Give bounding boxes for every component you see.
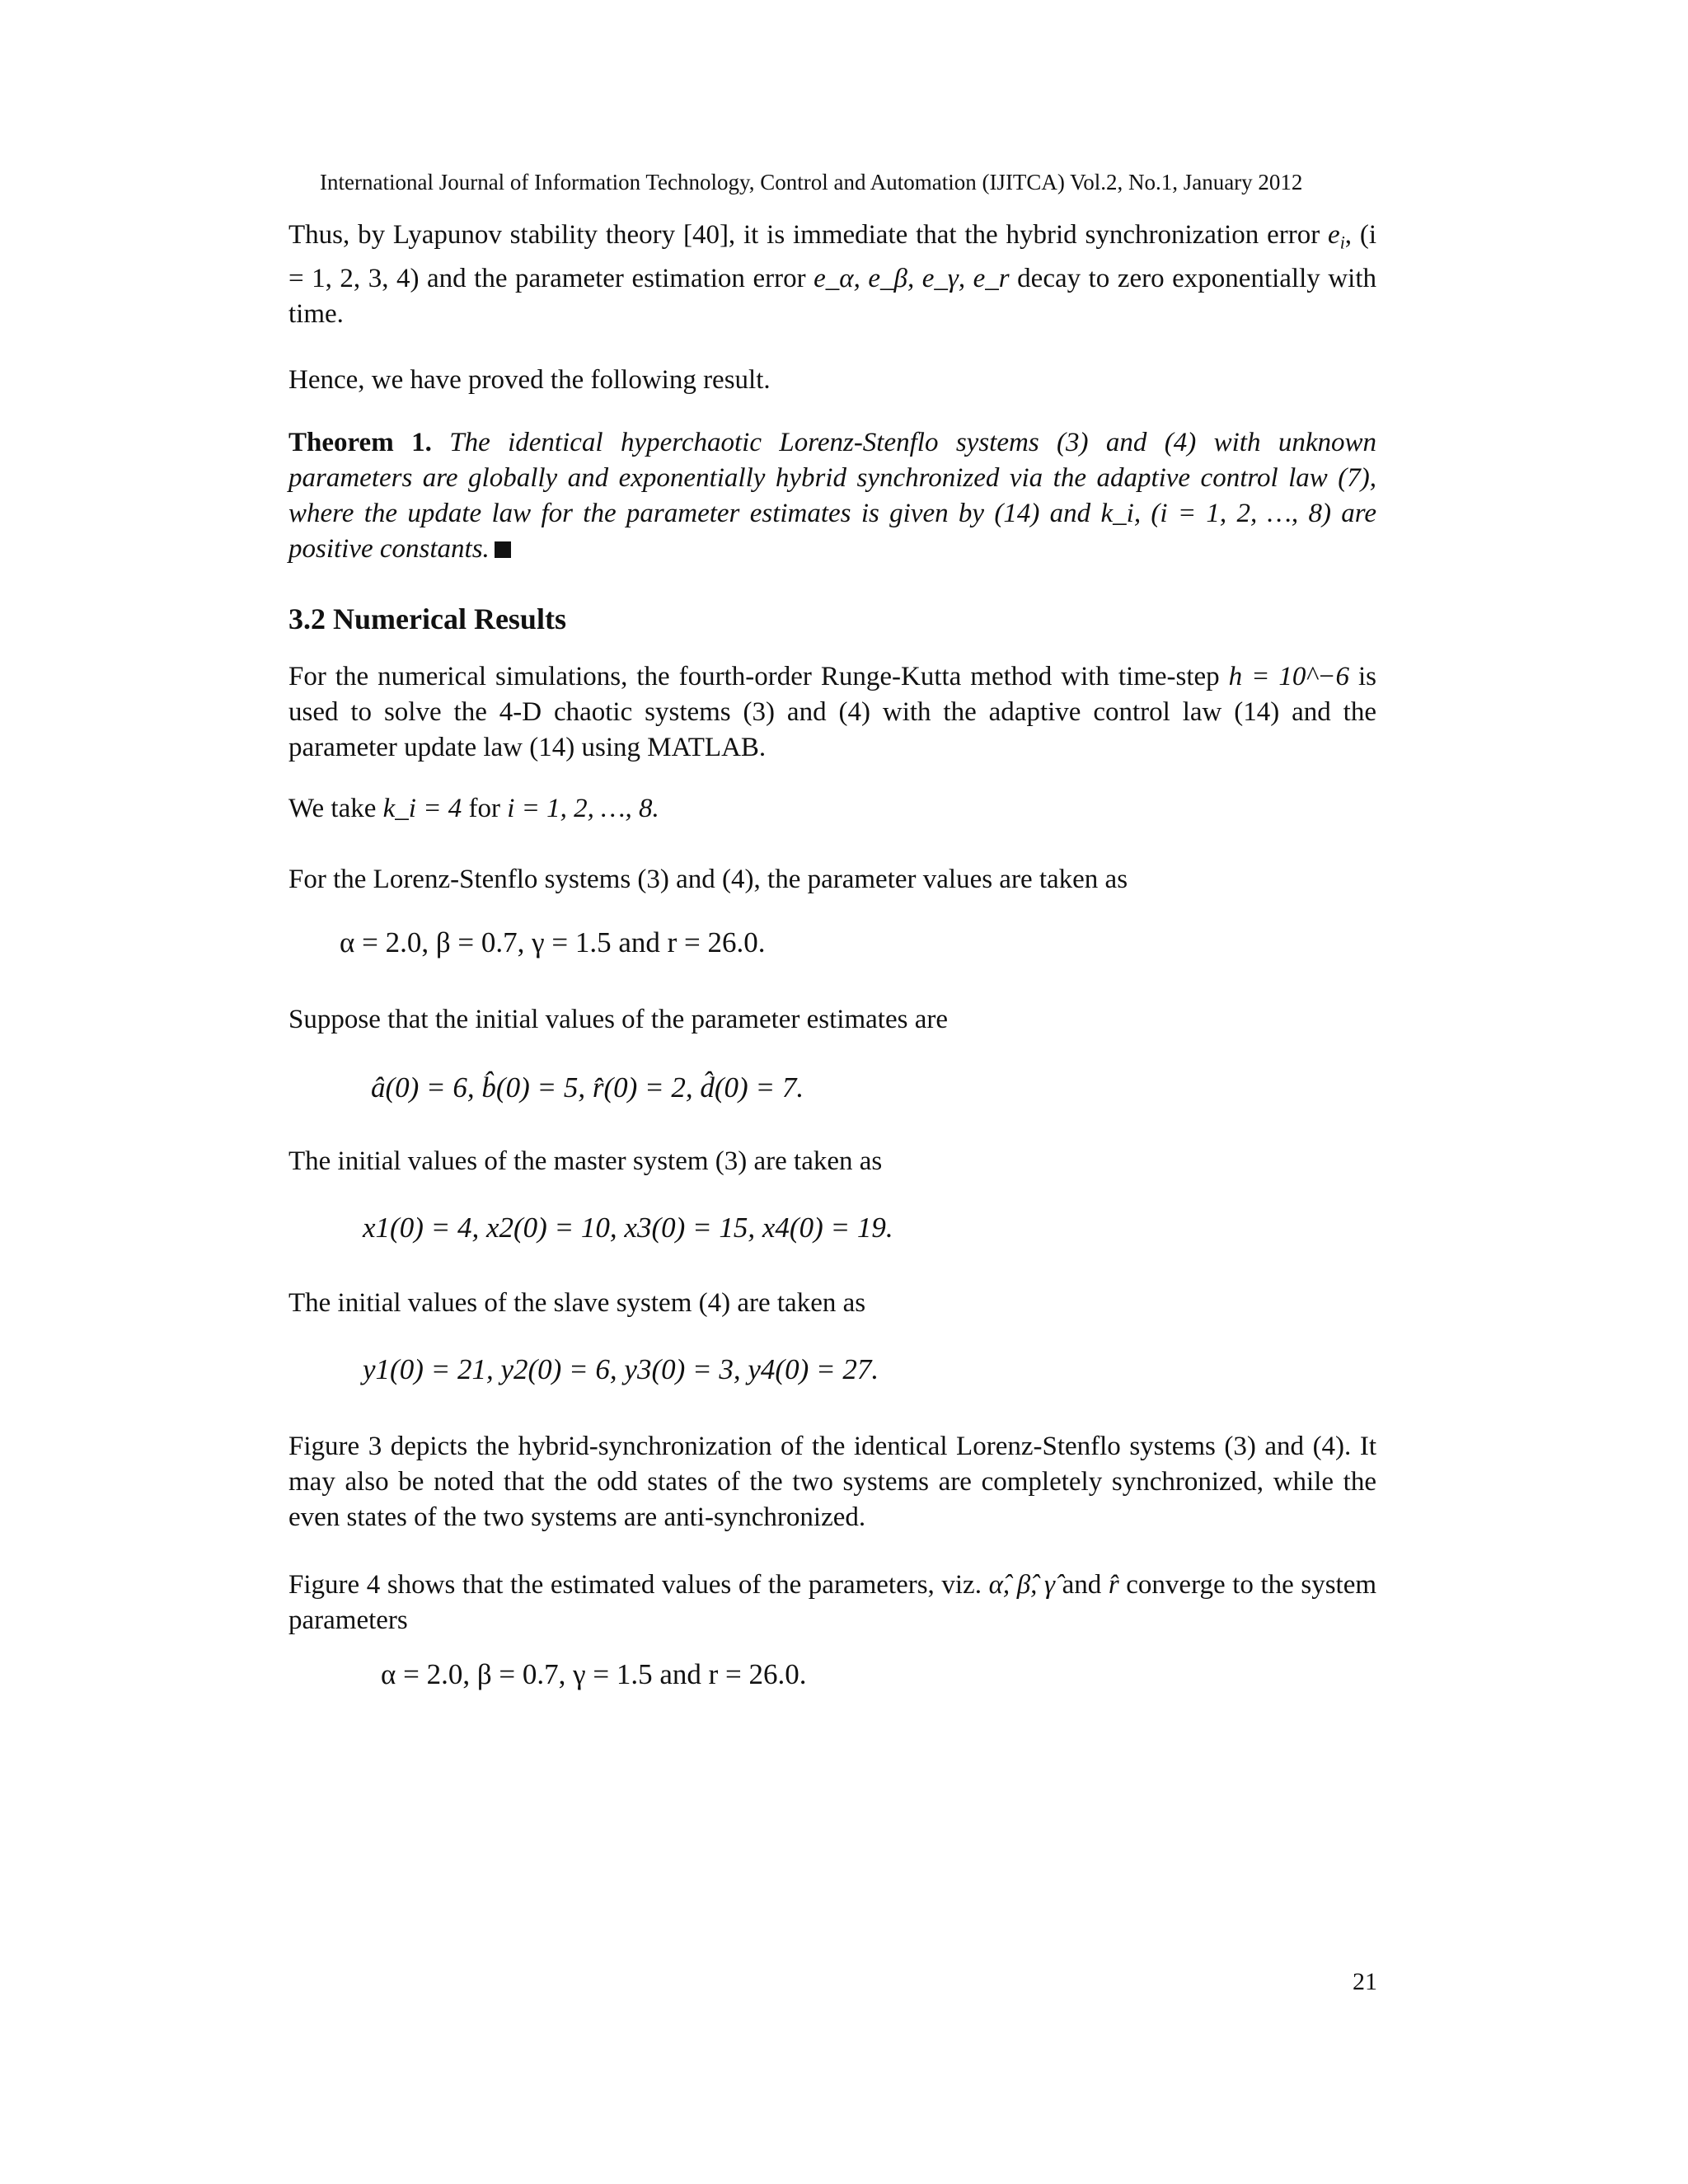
p10-text-3: converge to the system parameters — [288, 1570, 1377, 1635]
p3-text-1: For the numerical simulations, the fourth-order Runge-Kutta method with time-step — [288, 662, 1220, 691]
equation-master-initial: x1(0) = 4, x2(0) = 10, x3(0) = 15, x4(0) = 19. — [363, 1212, 893, 1244]
paragraph-numerical-simulation — [288, 659, 1376, 766]
p1-math-param-errors: e_α, e_β, e_γ, e_r — [814, 263, 1010, 293]
p3-text-2: is used to solve the 4-D chaotic systems (3) and (4) with the adaptive control law (14) and the parameter update law (14) using MATLAB. — [288, 662, 1377, 762]
theorem-math: k_i, (i = 1, 2, …, 8) — [1100, 499, 1331, 528]
paragraph-slave-initial: The initial values of the slave system (4) are taken as — [288, 1288, 866, 1318]
theorem-label: Theorem 1. — [288, 428, 432, 457]
p4-text-2: for — [468, 794, 500, 823]
p3-math-timestep: h = 10^−6 — [1228, 662, 1350, 691]
p1-text-4: with time. — [288, 263, 1376, 329]
p4-text-1: We take — [288, 794, 377, 823]
p4-math-2: i = 1, 2, …, 8. — [507, 794, 659, 823]
p4-math-1: k_i = 4 — [382, 794, 462, 823]
theorem-1 — [288, 425, 1376, 567]
theorem-body-2: are positive constants. — [288, 499, 1377, 564]
equation-parameters: α = 2.0, β = 0.7, γ = 1.5 and r = 26.0. — [340, 926, 766, 958]
paragraph-parameter-values: For the Lorenz-Stenflo systems (3) and (4), the parameter values are taken as — [288, 865, 1128, 894]
section-heading: 3.2 Numerical Results — [288, 602, 566, 635]
equation-initial-estimates: â(0) = 6, b̂(0) = 5, r̂(0) = 2, d̂(0) = 7. — [371, 1071, 804, 1104]
paragraph-figure-4 — [288, 1568, 1376, 1638]
p1-math-error-index: $e_i$, (i = 1, 2, 3, 4) — [288, 220, 1376, 293]
running-header: International Journal of Information Technology, Control and Automation (IJITCA) Vol.2, No.1, January 2012 — [320, 170, 1303, 194]
equation-system-parameters: α = 2.0, β = 0.7, γ = 1.5 and r = 26.0. — [381, 1658, 807, 1690]
paragraph-initial-estimates: Suppose that the initial values of the parameter estimates are — [288, 1005, 948, 1034]
paragraph-lyapunov — [288, 218, 1376, 332]
p1-text-1: Thus, by Lyapunov stability theory [40], it is immediate that the hybrid synchronization error — [288, 220, 1320, 250]
p10-text-1: Figure 4 shows that the estimated values of the parameters, viz. — [288, 1570, 982, 1600]
qed-square-icon — [495, 541, 511, 558]
p10-math-1: α̂, β̂, γ̂ — [988, 1570, 1055, 1600]
paragraph-master-initial: The initial values of the master system (3) are taken as — [288, 1146, 883, 1176]
paragraph-figure-3: Figure 3 depicts the hybrid-synchronization of the identical Lorenz-Stenflo systems (3) and (4). It may also be noted that the odd states of the two systems are completely synchronized, while the even states of the two systems are anti-synchronized. — [288, 1432, 1376, 1532]
page-number: 21 — [1353, 1968, 1377, 1995]
paragraph-we-take — [288, 791, 1376, 827]
p10-text-2: and — [1062, 1570, 1102, 1600]
equation-slave-initial: y1(0) = 21, y2(0) = 6, y3(0) = 3, y4(0) = 27. — [363, 1353, 879, 1385]
theorem-body-1: The identical hyperchaotic Lorenz-Stenflo systems (3) and (4) with unknown parameters are globally and exponentially hybrid synchronized via the adaptive control law (7), where the update law for the parameter estimates is given by (14) and — [288, 428, 1377, 528]
p1-text-2: and the parameter estimation error — [427, 263, 806, 293]
paragraph-hence: Hence, we have proved the following result. — [288, 365, 771, 395]
p1-text-3: decay to zero exponentially — [1017, 263, 1320, 293]
p10-math-2: r̂ — [1108, 1570, 1119, 1600]
